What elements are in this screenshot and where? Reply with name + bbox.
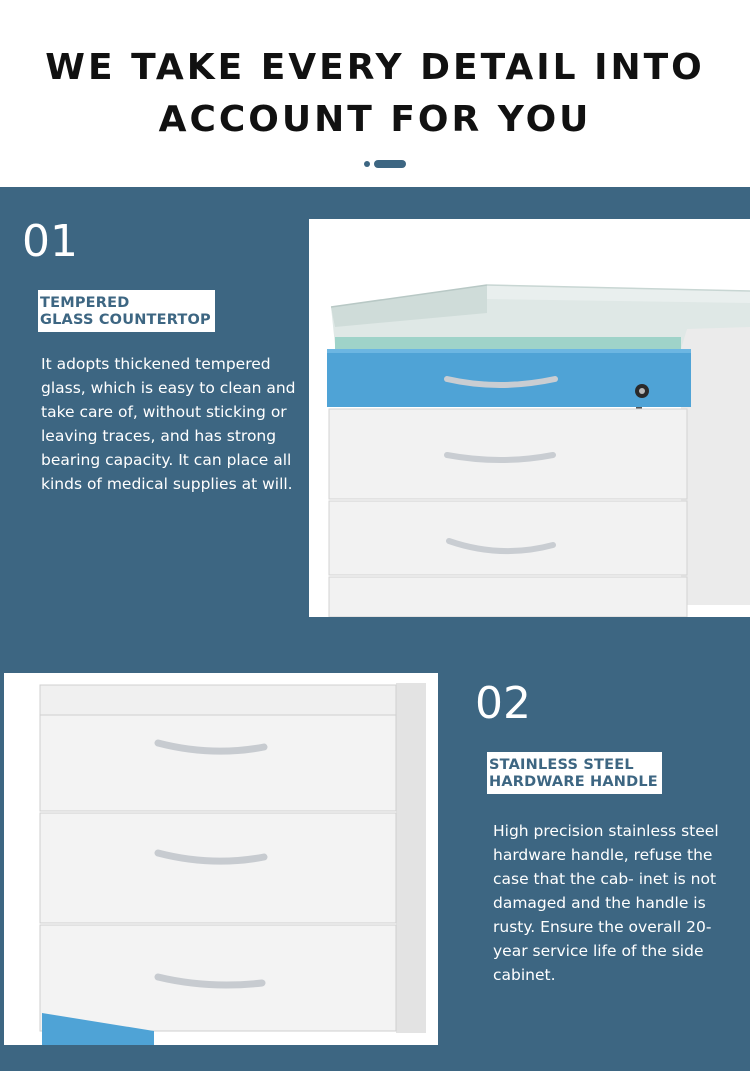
- feature-tag-line-1: TEMPERED: [40, 295, 130, 311]
- feature-number: 02: [475, 678, 531, 729]
- section-divider-dots: [364, 160, 408, 168]
- page-title-line-1: WE TAKE EVERY DETAIL INTO: [45, 47, 705, 88]
- feature-tag-line-2: GLASS COUNTERTOP: [40, 312, 211, 328]
- feature-description: High precision stainless steel hardware handle, refuse the case that the cab- inet is not damaged and the handle is rusty. Ensure the overall 20-year service life of the side cabinet.: [493, 822, 719, 984]
- glass-countertop-photo: [309, 219, 750, 617]
- cabinet-top-illustration: [309, 219, 750, 617]
- page-title-line-2: ACCOUNT FOR YOU: [158, 99, 592, 140]
- page-header: [0, 0, 750, 187]
- divider-bar: [374, 160, 406, 168]
- page-title: [0, 42, 750, 146]
- feature-tag-line-1: STAINLESS STEEL: [489, 757, 634, 773]
- cabinet-drawers-illustration: [4, 673, 438, 1045]
- feature-tag-line-2: HARDWARE HANDLE: [489, 774, 658, 790]
- feature-number: 01: [22, 216, 78, 267]
- feature-tag: [38, 290, 215, 332]
- hardware-handle-photo: [4, 673, 438, 1045]
- feature-tag: [487, 752, 662, 794]
- feature-description: It adopts thickened tempered glass, which is easy to clean and take care of, without sticking or leaving traces, and has strong bearing capacity. It can place all kinds of medical supplies at will.: [41, 355, 296, 493]
- divider-dot: [364, 161, 370, 167]
